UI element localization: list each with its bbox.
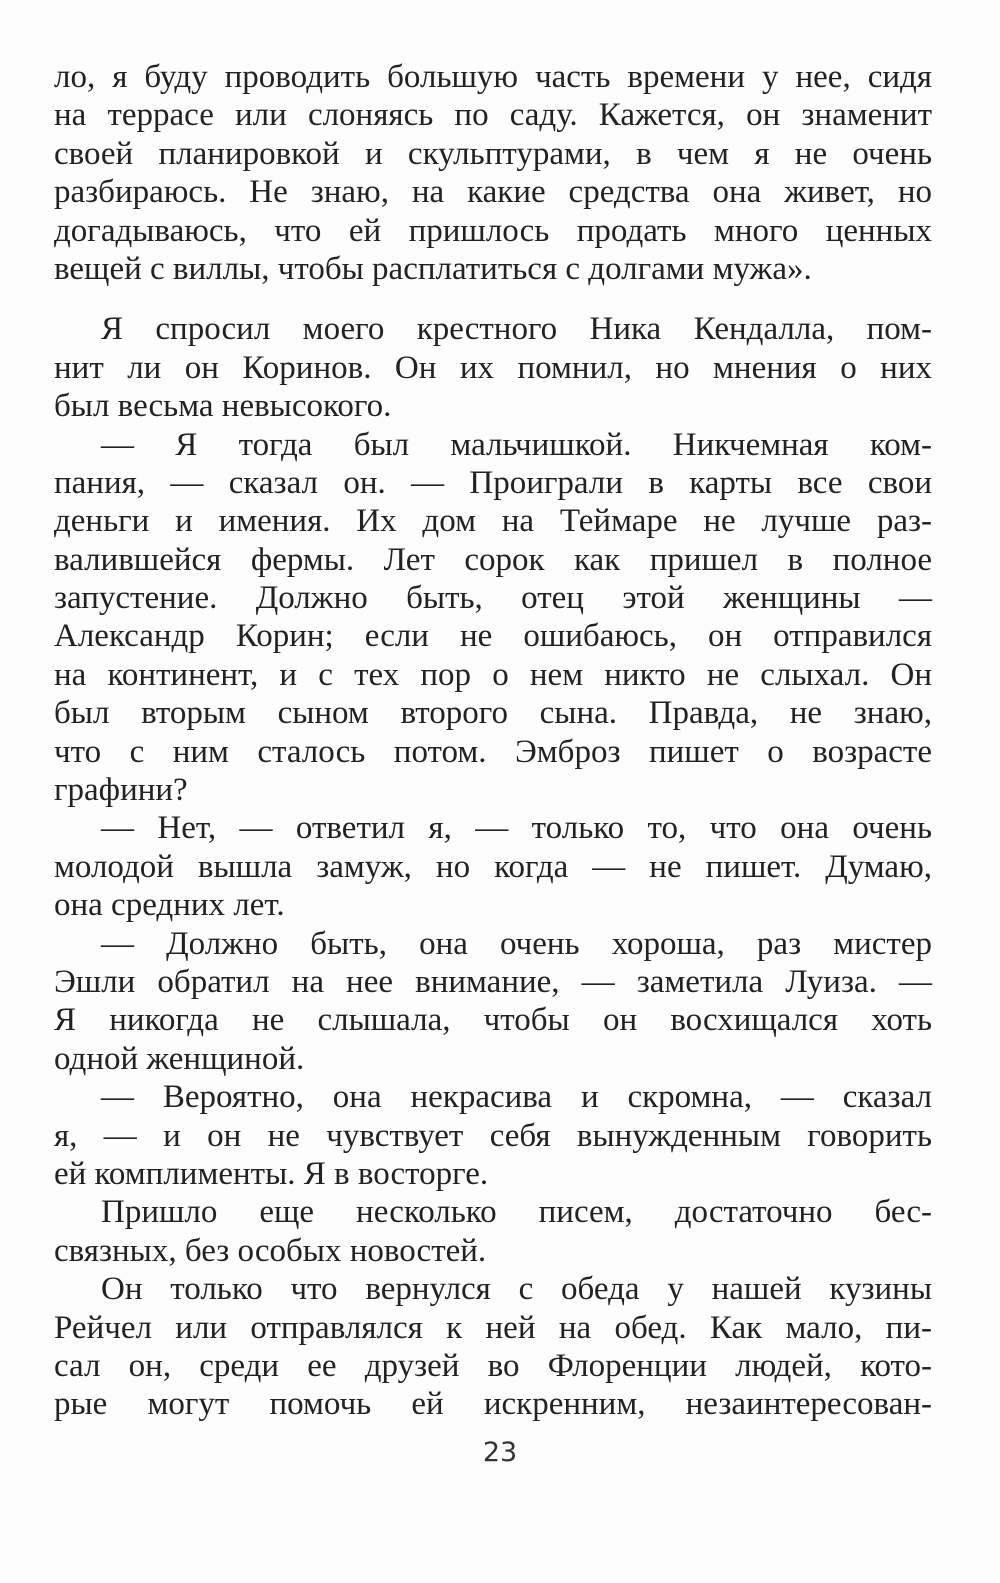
text-line: молодой вышла замуж, но когда — не пишет. Думаю, xyxy=(54,848,932,885)
text-line: своей планировкой и скульптурами, в чем я не очень xyxy=(54,135,932,172)
paragraph xyxy=(54,925,932,1079)
text-line: на террасе или слоняясь по саду. Кажется, он знаменит xyxy=(54,97,932,134)
section-gap xyxy=(54,288,932,310)
text-line: догадываюсь, что ей пришлось продать много ценных xyxy=(54,212,932,249)
text-line: она средних лет. xyxy=(54,887,285,924)
text-line: связных, без особых новостей. xyxy=(54,1232,487,1269)
text-line: рые могут помочь ей искренним, незаинтересован- xyxy=(54,1386,932,1423)
text-line: Я никогда не слышала, чтобы он восхищался хоть xyxy=(54,1002,932,1039)
text-line: пания, — сказал он. — Проиграли в карты все свои xyxy=(54,464,932,501)
text-line: валившейся фермы. Лет сорок как пришел в полное xyxy=(54,541,932,578)
paragraph xyxy=(54,1078,932,1193)
text-line: одной женщиной. xyxy=(54,1040,305,1077)
text-line: ло, я буду проводить большую часть времени у нее, сидя xyxy=(54,59,932,95)
text-line: нит ли он Коринов. Он их помнил, но мнения о них xyxy=(54,349,932,386)
text-line: был весьма невысокого. xyxy=(54,388,392,425)
text-line: Он только что вернулся с обеда у нашей кузины xyxy=(101,1271,932,1308)
text-line: Александр Корин; если не ошибаюсь, он отправился xyxy=(54,618,932,655)
text-line: — Я тогда был мальчишкой. Никчемная ком- xyxy=(101,426,932,463)
body-text xyxy=(54,58,932,1424)
text-line: что с ним сталось потом. Эмброз пишет о возрасте xyxy=(54,733,932,770)
text-line: деньги и имения. Их дом на Теймаре не лучше раз- xyxy=(54,503,932,540)
paragraph xyxy=(54,1193,932,1270)
text-line: — Вероятно, она некрасива и скромна, — сказал xyxy=(101,1079,932,1116)
paragraph xyxy=(54,809,932,924)
paragraph xyxy=(54,426,932,810)
text-line: сал он, среди ее друзей во Флоренции людей, кото- xyxy=(54,1347,932,1384)
text-line: — Должно быть, она очень хороша, раз мистер xyxy=(101,925,932,962)
text-line: ей комплименты. Я в восторге. xyxy=(54,1155,489,1192)
text-line: вещей с виллы, чтобы расплатиться с долгами мужа». xyxy=(54,250,812,287)
page-number: 23 xyxy=(482,1437,518,1468)
paragraph xyxy=(54,1270,932,1424)
text-line: запустение. Должно быть, отец этой женщины — xyxy=(54,580,932,617)
text-line: на континент, и с тех пор о нем никто не слыхал. Он xyxy=(54,656,932,693)
text-line: был вторым сыном второго сына. Правда, не знаю, xyxy=(54,695,932,732)
text-line: графини? xyxy=(54,772,188,809)
text-line: Рейчел или отправлялся к ней на обед. Как мало, пи- xyxy=(54,1309,932,1346)
text-line: разбираюсь. Не знаю, на какие средства она живет, но xyxy=(54,174,932,211)
paragraph xyxy=(54,310,932,425)
text-line: — Нет, — ответил я, — только то, что она очень xyxy=(101,810,932,847)
text-line: Эшли обратил на нее внимание, — заметила Луиза. — xyxy=(54,963,932,1000)
paragraph xyxy=(54,58,932,288)
text-line: Я спросил моего крестного Ника Кендалла, пом- xyxy=(101,311,932,348)
text-line: я, — и он не чувствует себя вынужденным говорить xyxy=(54,1117,932,1154)
text-line: Пришло еще несколько писем, достаточно бес- xyxy=(101,1194,932,1231)
